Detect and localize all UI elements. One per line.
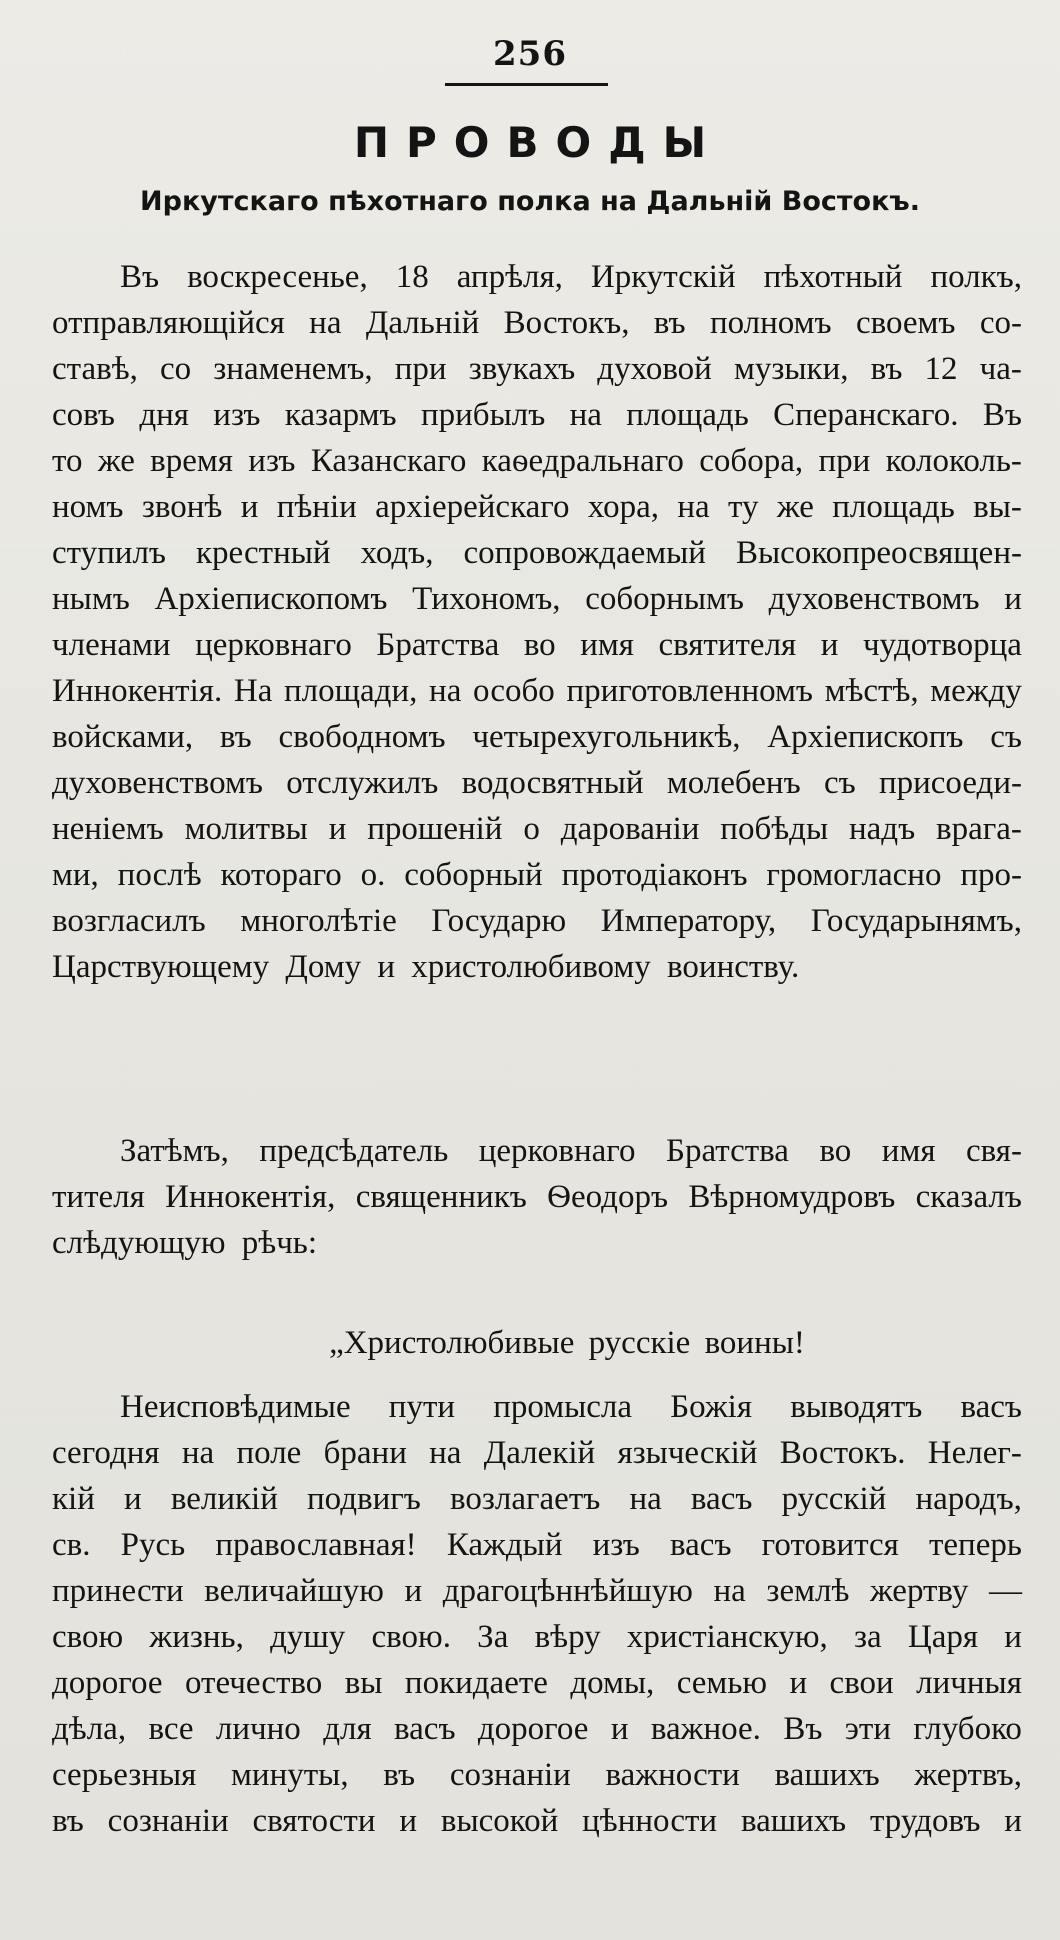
word: въ [383, 1757, 416, 1793]
word: Сперанскаго. [773, 397, 959, 433]
word: воскресенье, [187, 259, 368, 295]
word: возгласилъ [52, 903, 206, 939]
word: отслужилъ [286, 765, 439, 801]
word: крестный [196, 535, 331, 571]
word: котораго [220, 857, 342, 893]
word: соборный [404, 857, 543, 893]
word: на [429, 673, 462, 709]
word: сказалъ [915, 1179, 1022, 1215]
word: изъ [213, 397, 261, 433]
word: молебенъ [666, 765, 801, 801]
word: про- [960, 857, 1022, 893]
text-line [52, 806, 1022, 852]
word: все [148, 1711, 194, 1747]
word: вашихъ [740, 1803, 847, 1839]
page-number: 256 [493, 34, 567, 74]
word: Затѣмъ, [120, 1133, 229, 1169]
word: духовой [597, 351, 712, 387]
text-line [52, 392, 1022, 438]
word: протодіаконъ [561, 857, 748, 893]
text-line [52, 1476, 1022, 1522]
word: громогласно [766, 857, 942, 893]
word: прошеній [367, 811, 503, 847]
word: четырехугольникѣ, [472, 719, 741, 755]
word: съ [823, 765, 856, 801]
word: святителя [658, 627, 797, 663]
word: же [97, 443, 135, 479]
word: на [713, 1573, 746, 1609]
article-subtitle: Иркутскаго пѣхотнаго полка на Дальній Востокъ. [140, 186, 920, 217]
word: о [523, 811, 540, 847]
text-line [52, 898, 1022, 944]
word: васъ [670, 1527, 732, 1563]
text-line [52, 484, 1022, 530]
word: и [399, 1803, 418, 1839]
word: На [233, 673, 273, 709]
line-text: „Христолюбивые русскіе воины! [329, 1325, 805, 1361]
word: Братства [666, 1133, 789, 1169]
word: промысла [493, 1389, 633, 1425]
word: каѳедральнаго [481, 443, 684, 479]
word: свя- [966, 1133, 1022, 1169]
word: сегодня [52, 1435, 160, 1471]
text-line [52, 1128, 1022, 1174]
word: Далекій [483, 1435, 596, 1471]
word: душу [270, 1619, 346, 1655]
text-line [52, 1706, 1022, 1752]
word: лично [215, 1711, 301, 1747]
word: семью [676, 1665, 768, 1701]
word: при [394, 351, 447, 387]
word: Архіепископъ [767, 719, 964, 755]
word: вы [344, 1665, 383, 1701]
word: чудотворца [862, 627, 1022, 663]
word: о. [360, 857, 386, 893]
word: драгоцѣннѣйшую [442, 1573, 693, 1609]
word: За [477, 1619, 509, 1655]
word: на [309, 305, 342, 341]
word: Въ [120, 259, 160, 295]
word: дѣла, [52, 1711, 127, 1747]
word: Иркутскій [590, 259, 736, 295]
word: землѣ [766, 1573, 850, 1609]
word: принести [52, 1573, 184, 1609]
word: номъ [52, 489, 124, 525]
text-line [52, 622, 1022, 668]
word: васъ [394, 1711, 456, 1747]
paragraph-3 [52, 1384, 1022, 1844]
word: вѣру [534, 1619, 601, 1655]
word: 12 [924, 351, 958, 387]
word: пути [388, 1389, 456, 1425]
word: приготовленномъ [566, 673, 813, 709]
word: особо [473, 673, 555, 709]
word: имя [580, 627, 634, 663]
word: личныя [916, 1665, 1022, 1701]
word: духовенствомъ [52, 765, 263, 801]
word: и [1004, 1619, 1022, 1655]
word: своемъ [855, 305, 956, 341]
word: серьезныя [52, 1757, 197, 1793]
word: важное. [650, 1711, 761, 1747]
word: полкъ, [930, 259, 1022, 295]
word: на [429, 1435, 462, 1471]
word: вашихъ [774, 1757, 880, 1793]
word: Русь [120, 1527, 186, 1563]
word: русскій [781, 1481, 887, 1517]
word: ходъ, [360, 535, 434, 571]
word: надъ [848, 811, 916, 847]
word: присоеди- [878, 765, 1022, 801]
word: во [819, 1133, 852, 1169]
word: Императору, [600, 903, 777, 939]
word: войсками, [52, 719, 194, 755]
word: духовенствомъ [768, 581, 980, 617]
text-line [52, 1220, 1022, 1266]
text-line [52, 1320, 1022, 1366]
word: апрѣля, [456, 259, 563, 295]
word: во [523, 627, 556, 663]
word: свою [52, 1619, 124, 1655]
word: цѣнности [582, 1803, 718, 1839]
text-line [52, 1660, 1022, 1706]
paragraph-2 [52, 1128, 1022, 1266]
word: и [124, 1481, 142, 1517]
word: народъ, [915, 1481, 1022, 1517]
text-line [52, 714, 1022, 760]
text-line [52, 944, 1022, 990]
word: музыки, [733, 351, 849, 387]
word: готовится [761, 1527, 899, 1563]
word: собора, [699, 443, 804, 479]
word: эти [844, 1711, 892, 1747]
word: сознаніи [107, 1803, 229, 1839]
word: важности [605, 1757, 740, 1793]
word: покидаете [404, 1665, 548, 1701]
word: ступилъ [52, 535, 166, 571]
word: — [988, 1573, 1022, 1609]
word: ми, [52, 857, 99, 893]
word: языческій [617, 1435, 758, 1471]
word: христіанскую, [626, 1619, 828, 1655]
word: изъ [592, 1527, 640, 1563]
word: изъ [248, 443, 296, 479]
word: совъ [52, 397, 115, 433]
word: и [404, 1573, 423, 1609]
article-title: ПРОВОДЫ [353, 118, 724, 167]
word: отечество [184, 1665, 323, 1701]
text-line [52, 1614, 1022, 1660]
word: св. [52, 1527, 91, 1563]
word: свои [829, 1665, 894, 1701]
word: пѣхотный [763, 259, 903, 295]
word: нымъ [52, 581, 130, 617]
word: между [930, 673, 1022, 709]
word: Братства [376, 627, 500, 663]
text-line [52, 1522, 1022, 1568]
text-line [52, 1798, 1022, 1844]
word: величайшую [204, 1573, 384, 1609]
text-line [52, 1752, 1022, 1798]
text-line [52, 438, 1022, 484]
word: въ [219, 719, 252, 755]
word: домы, [570, 1665, 655, 1701]
text-line [52, 254, 1022, 300]
word: церковнаго [478, 1133, 636, 1169]
word: свою. [371, 1619, 451, 1655]
word: Востокъ, [503, 305, 630, 341]
header-rule [445, 83, 608, 86]
word: звукахъ [468, 351, 576, 387]
word: молитвы [184, 811, 308, 847]
word: членами [52, 627, 171, 663]
word: въ [653, 305, 686, 341]
word: Высокопреосвящен- [735, 535, 1022, 571]
word: священникъ [355, 1179, 527, 1215]
word: жертву [869, 1573, 969, 1609]
text-line [52, 530, 1022, 576]
word: Тихономъ, [412, 581, 561, 617]
word: подвигъ [307, 1481, 421, 1517]
word: свободномъ [278, 719, 446, 755]
text-line [52, 760, 1022, 806]
word: ту [728, 489, 759, 525]
word: минуты, [231, 1757, 349, 1793]
word: возлагаетъ [449, 1481, 601, 1517]
text-line [52, 346, 1022, 392]
word: архіерейскаго [375, 489, 570, 525]
word: высокой [440, 1803, 559, 1839]
speech-address [52, 1320, 1022, 1366]
text-line [52, 300, 1022, 346]
word: церковнаго [195, 627, 352, 663]
word: же [776, 489, 814, 525]
word: предсѣдатель [259, 1133, 449, 1169]
word: площадь [626, 397, 749, 433]
word: за [853, 1619, 882, 1655]
word: Неисповѣдимые [120, 1389, 351, 1425]
word: трудовъ [869, 1803, 981, 1839]
word: святости [252, 1803, 376, 1839]
word: врага- [936, 811, 1022, 847]
word: казармъ [284, 397, 397, 433]
word: Вѣрномудровъ [688, 1179, 896, 1215]
word: на [181, 1435, 215, 1471]
word: и [1004, 1803, 1022, 1839]
word: Нелег- [927, 1435, 1022, 1471]
word: Государю [431, 903, 567, 939]
word: для [323, 1711, 372, 1747]
word: колоколь- [885, 443, 1022, 479]
word: знаменемъ, [213, 351, 373, 387]
word: хора, [587, 489, 659, 525]
word: вы- [973, 489, 1022, 525]
word: теперь [928, 1527, 1022, 1563]
word: на [629, 1481, 662, 1517]
word: звонѣ [141, 489, 223, 525]
word: и [789, 1665, 808, 1701]
word: прибылъ [420, 397, 546, 433]
word: на [569, 397, 602, 433]
word: жертвъ, [914, 1757, 1022, 1793]
word: Иннокентія. [52, 673, 223, 709]
text-line [52, 1430, 1022, 1476]
word: со- [979, 305, 1022, 341]
word: поле [236, 1435, 302, 1471]
word: и [240, 489, 259, 525]
word: на [677, 489, 710, 525]
word: брани [323, 1435, 407, 1471]
word: Государынямъ, [810, 903, 1022, 939]
word: и [1004, 581, 1022, 617]
word: пѣніи [276, 489, 357, 525]
word: Божія [670, 1389, 753, 1425]
word: глубоко [913, 1711, 1022, 1747]
word: и [820, 627, 839, 663]
word: васъ [690, 1481, 753, 1517]
word: неніемъ [52, 811, 164, 847]
word: Въ [982, 397, 1022, 433]
word: отправляющійся [52, 305, 285, 341]
word: Въ [783, 1711, 823, 1747]
line-text: слѣдующую рѣчь: [52, 1225, 318, 1261]
word: и [328, 811, 347, 847]
word: кій [52, 1481, 95, 1517]
paragraph-1 [52, 254, 1022, 990]
word: сознаніи [449, 1757, 571, 1793]
word: и [610, 1711, 629, 1747]
text-line [52, 1568, 1022, 1614]
word: время [150, 443, 233, 479]
word: васъ [960, 1389, 1022, 1425]
word: соборнымъ [585, 581, 744, 617]
word: послѣ [117, 857, 202, 893]
text-line [52, 852, 1022, 898]
word: съ [990, 719, 1022, 755]
word: при [818, 443, 871, 479]
word: полномъ [709, 305, 832, 341]
word: тителя [52, 1179, 145, 1215]
word: побѣды [720, 811, 829, 847]
word: великій [170, 1481, 278, 1517]
word: со [159, 351, 192, 387]
word: 18 [395, 259, 429, 295]
text-line [52, 576, 1022, 622]
word: дорогое [52, 1665, 163, 1701]
word: ставѣ, [52, 351, 138, 387]
word: дня [139, 397, 189, 433]
word: мѣстѣ, [824, 673, 919, 709]
word: Иннокентія, [165, 1179, 336, 1215]
word: православная! [215, 1527, 417, 1563]
word: Востокъ. [779, 1435, 906, 1471]
word: въ [52, 1803, 84, 1839]
word: Казанскаго [310, 443, 467, 479]
word: Каждый [446, 1527, 563, 1563]
word: то [52, 443, 83, 479]
word: жизнь, [149, 1619, 244, 1655]
text-line [52, 1384, 1022, 1430]
word: Царя [907, 1619, 979, 1655]
text-line [52, 1174, 1022, 1220]
word: дорогое [477, 1711, 589, 1747]
word: сопровождаемый [463, 535, 706, 571]
word: имя [881, 1133, 936, 1169]
word: многолѣтіе [240, 903, 397, 939]
word: ча- [979, 351, 1022, 387]
word: площадь [832, 489, 955, 525]
word: площади, [284, 673, 418, 709]
text-line [52, 668, 1022, 714]
word: въ [870, 351, 903, 387]
word: выводятъ [790, 1389, 923, 1425]
word: Ѳеодоръ [547, 1179, 669, 1215]
word: водосвятный [461, 765, 644, 801]
word: Дальній [365, 305, 480, 341]
word: дарованіи [560, 811, 700, 847]
line-text: Царствующему Дому и христолюбивому воинству. [52, 949, 800, 985]
word: Архіепископомъ [154, 581, 388, 617]
